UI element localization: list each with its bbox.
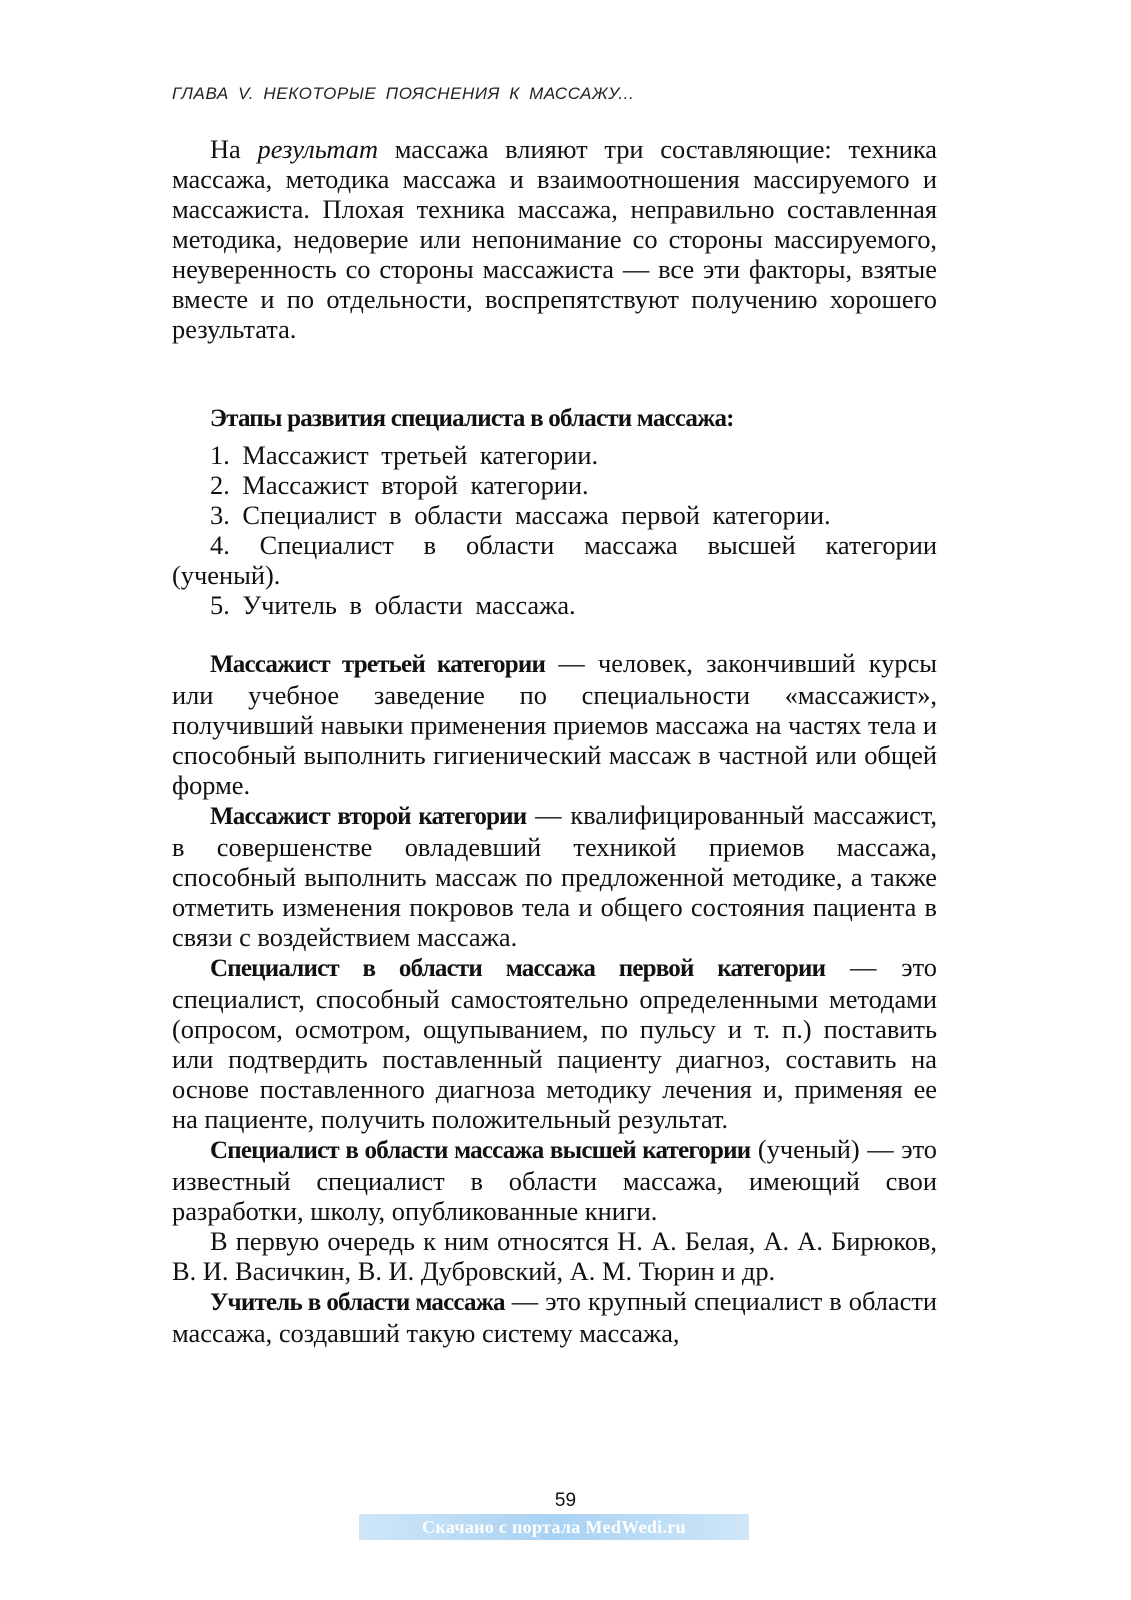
definition-paragraph: [172, 952, 937, 1134]
intro-paragraph: [172, 134, 937, 344]
intro-text: [172, 134, 937, 344]
intro-body: массажа влияют три составляющие: техника массажа, методика массажа и взаимоотношения массируемого и массажиста. Плохая техника массажа, неправильно составленная методика, недоверие или непонимание со стороны массируемого, неуверенность со стороны массажиста — все эти факторы, взятые вместе и по отдельности, воспрепятствуют получению хорошего результата.: [172, 134, 937, 344]
definition-term: Массажист второй категории: [210, 803, 527, 830]
page-number: 59: [554, 1490, 577, 1511]
definition-paragraph: [172, 1134, 937, 1226]
stages-list: [172, 440, 937, 620]
definition-text: — это специалист, способный самостоятельно определенными методами (опросом, осмотром, ощупыванием, по пульсу и т. п.) поставить или подтвердить поставленный пациенту диагноз, составить на основе поставленного диагноза методику лечения и, применяя ее на пациенте, получить положительный результат.: [172, 952, 937, 1134]
list-item: 5. Учитель в области массажа.: [210, 590, 576, 620]
authors-paragraph: [172, 1226, 937, 1286]
definition-paragraph: [172, 648, 937, 800]
definition-text: (ученый) — это известный специалист в области массажа, имеющий свои разработки, школу, опубликованные книги.: [172, 1134, 937, 1226]
source-banner: Скачано с портала MedWedi.ru: [359, 1514, 749, 1540]
definition-text: — квалифицированный массажист, в совершенстве овладевший техникой приемов массажа, способный выполнить массаж по предложенной методике, а также отметить изменения покровов тела и общего состояния пациента в связи с воздействием массажа.: [172, 800, 937, 952]
list-item: 4. Специалист в области массажа высшей категории (ученый).: [172, 530, 937, 590]
definition-paragraph: [172, 1286, 937, 1348]
definition-term: Специалист в области массажа первой категории: [210, 955, 826, 982]
definitions-section: [172, 648, 937, 1348]
running-header: ГЛАВА V. НЕКОТОРЫЕ ПОЯСНЕНИЯ К МАССАЖУ...: [172, 84, 635, 103]
intro-emphasis: результат: [257, 134, 379, 164]
definition-text: — человек, закончивший курсы или учебное заведение по специальности «массажист», получивший навыки применения приемов массажа на частях тела и способный выполнить гигиенический массаж в частной или общей форме.: [172, 648, 938, 800]
list-item: 1. Массажист третьей категории.: [210, 440, 599, 470]
definition-paragraph: [172, 800, 937, 952]
definition-text: — это крупный специалист в области массажа, создавший такую систему массажа,: [172, 1286, 937, 1348]
stages-heading: Этапы развития специалиста в области массажа:: [210, 405, 734, 432]
list-item: 3. Специалист в области массажа первой категории.: [210, 500, 831, 530]
definition-term: Учитель в области массажа: [210, 1289, 505, 1316]
definition-term: Массажист третьей категории: [210, 651, 546, 678]
list-item: 2. Массажист второй категории.: [210, 470, 589, 500]
intro-prefix: На: [210, 134, 258, 164]
authors-text: В первую очередь к ним относятся Н. А. Белая, А. А. Бирюков, В. И. Васичкин, В. И. Дубровский, А. М. Тюрин и др.: [172, 1226, 937, 1286]
definition-term: Специалист в области массажа высшей категории: [210, 1137, 751, 1164]
